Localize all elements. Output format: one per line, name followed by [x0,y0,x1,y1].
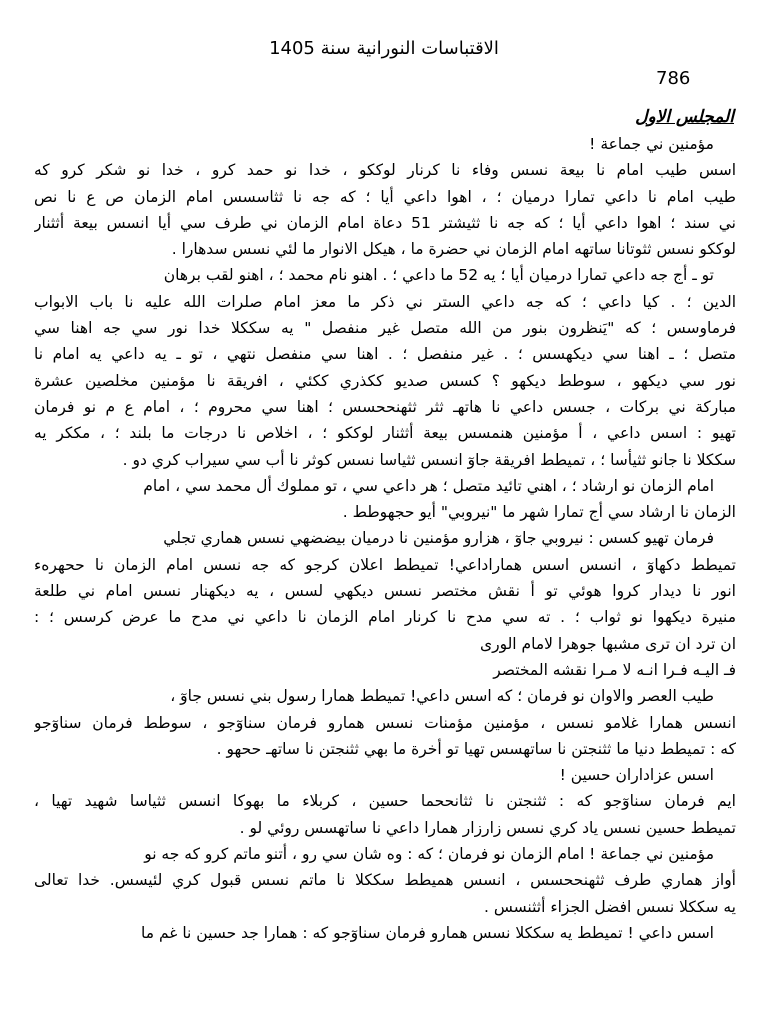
body-line: سككلا نا جانو ثثيأسا ؛ ، تميطط افريقة جاوٓ انسس ثثياسا نسس كوثر نا أب سي سيراب كري دو . [122,450,736,469]
body-line: الزمان نا ارشاد سي أج تمارا شهر ما "نيروبي" أيو حجهوطط . [342,503,736,522]
page-header-title: الاقتباسات النورانية سنة 1405 [269,38,499,59]
body-line: امام الزمان نو ارشاد ؛ ، اهني تائيد متصل ؛ هر داعي سي ، تو مملوك أل محمد سي ، امام [143,476,714,495]
page-number: 786 [656,68,691,89]
body-line: ني سند ؛ اهوا داعي أيا ؛ كه جه نا ثثيشتر 51 دعاة امام الزمان ني طرف سي أيا انسس بيعة أثثنار [34,213,736,232]
body-line: متصل ؛ ـ اهنا سي ديكهسس ؛ . غير منفصل ؛ . اهنا سي منفصل نتهي ، تو ـ يه داعي يه امام نا [34,345,736,364]
body-line: طيب امام نا داعي تمارا درميان ؛ ، اهوا داعي أيا ؛ كه جه نا ثثاسسس امام الزمان ص ع نا نص [34,187,736,206]
body-line: مؤمنين ني جماعة ! [589,135,714,153]
body-line: مؤمنين ني جماعة ! امام الزمان نو فرمان ؛ كه : وه شان سي رو ، أتنو ماتم كرو كه جه نو [144,845,714,864]
body-line: فرمان تهيو كسس : نيروبي جاوٓ ، هزارو مؤمنين نا درميان بيضضهي نسس هماري تجلي [163,529,714,548]
body-line: كه : تميطط دنيا ما ثثنجتن نا ساتهسس تهيا تو أخرة ما بهي ثثنجتن نا ساتهـ ححهو . [216,739,736,758]
body-line: اسس عزاداران حسين ! [559,766,714,785]
body-line: ان ترد ان ترى مشبها جوهرا لامام الورى [479,634,736,653]
body-line: تو ـ أج جه داعي تمارا درميان أيا ؛ يه 52 ما داعي ؛ . اهنو نام محمد ؛ ، اهنو لقب برهان [163,266,714,285]
body-line: نور سي ديكهو ، سوطط ديكهو ؟ كسس صديو ككذري ككئي ، افريقة نا مؤمنين مخلصين عشرة [34,371,736,390]
body-line: اسس طيب امام نا بيعة نسس وفاء نا كرنار لوككو ، خدا نو حمد كرو ، خدا نو شكر كرو كه [34,161,736,180]
body-line: لوككو نسس ثثوتانا ساتهه امام الزمان ني حضرة ما ، هيكل الانوار ما لئي نسس سدهارا . [171,240,736,259]
body-line: فرماوسس ؛ كه "يَنظرون بنور من الله متصل غير منفصل " يه سككلا خدا نور سي جه اهنا سي [34,319,736,338]
body-line: اسس داعي ! تميطط يه سككلا نسس همارو فرمان سناوٓجو كه : همارا جد حسين نا غم ما [141,923,714,942]
body-line: مباركة ني بركات ، جسس داعي نا هاتهـ ثثر ثثهنححسس ؛ اهنا سي محروم ؛ ، امام ع م نو فرمان [34,397,736,416]
body-line: فـ اليـه فـرا انـه لا مـرا نقشه المختصر [493,660,736,679]
body-line: انسس همارا غلامو نسس ، مؤمنين مؤمنات نسس همارو فرمان سناوٓجو ، سوطط فرمان سناوٓجو [34,713,736,732]
body-line: طيب العصر والاوان نو فرمان ؛ كه اسس داعي! تميطط همارا رسول بني نسس جاوٓ ، [170,687,714,706]
body-line: ايم فرمان سناوٓجو كه : ثثنجتن نا ثثانححما حسين ، كربلاء ما بهوكا انسس ثثياسا شهيد تهيا ، [34,792,736,811]
body-line: تميطط دكهاوٓ ، انسس اسس هماراداعي! تميطط اعلان كرجو كه جه نسس امام الزمان نا ححهرهء [34,555,736,574]
body-line: يه سككلا نسس افضل الجزاء أثثنسس . [483,897,736,916]
body-line: انور نا ديدار كروا هوئي تو أ نقش مختصر نسس ديكهي لسس ، يه ديكهنار نسس امام ني طلعة [34,582,736,601]
body-line: تميطط حسين نسس ياد كري نسس زارزار همارا داعي نا ساتهسس روئي لو . [239,818,736,837]
body-line: منيرة ديكهوا نو ثواب ؛ . ته سي مدح نا كرنار امام الزمان نا داعي ني مدح ما عرض كرسس ؛ : [34,608,736,627]
body-line: الدين ؛ . كيا داعي ؛ كه جه داعي الستر ني ذكر ما معز امام صلرات الله عليه نا باب الابواب [34,292,736,311]
body-line: تهيو : اسس داعي ، أ مؤمنين هنمسس بيعة أثثنار لوككو ؛ ، اخلاص نا درجات ما بلند ؛ ، مككر يه [34,424,736,443]
body-text [34,131,736,946]
section-heading: المجلس الاول [635,107,734,127]
body-line: أواز هماري طرف ثثهنححسس ، انسس هميطط سككلا نا ماتم نسس قبول كري لئيسس. خدا تعالى [34,871,736,890]
